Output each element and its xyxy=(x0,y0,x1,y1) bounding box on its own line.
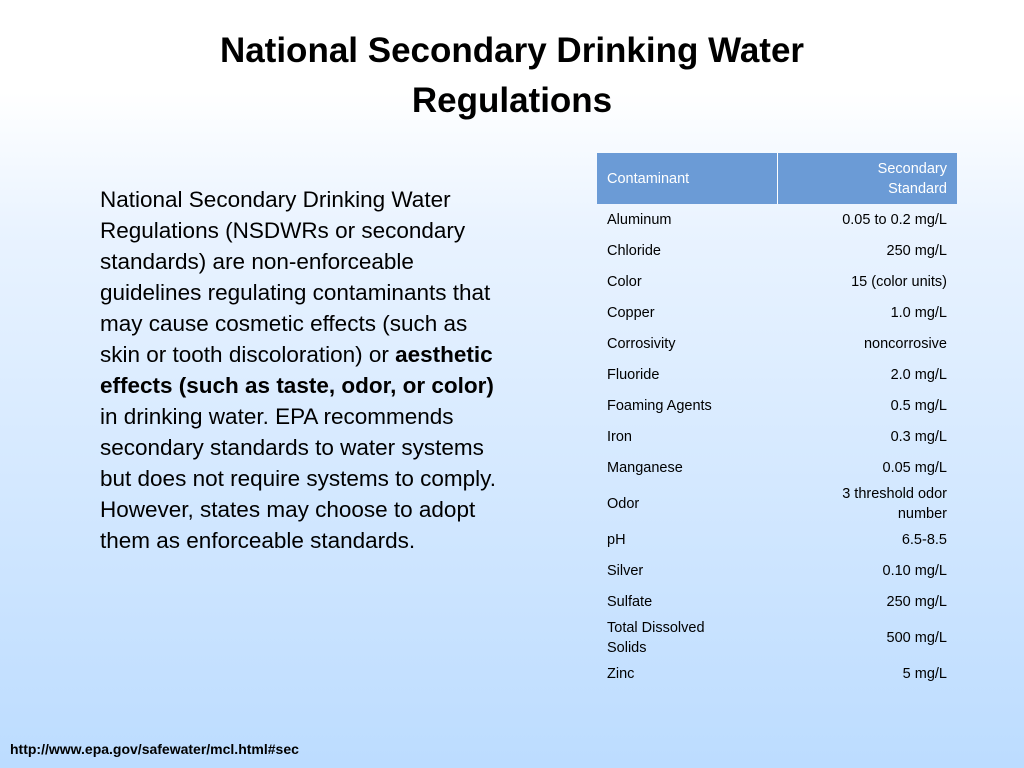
standard-cell: 0.3 mg/L xyxy=(890,428,947,445)
contaminant-cell xyxy=(597,617,778,658)
slide-title-line-2: Regulations xyxy=(411,81,613,120)
table-row xyxy=(597,235,957,266)
standard-cell: 500 mg/L xyxy=(886,629,947,646)
standard-cell-line-2: number xyxy=(897,505,947,522)
contaminant-cell-line-2: Solids xyxy=(607,639,647,656)
table-row xyxy=(597,297,957,328)
contaminant-cell: Corrosivity xyxy=(607,335,676,352)
slide-title xyxy=(0,26,1024,126)
standard-cell: 0.5 mg/L xyxy=(890,397,947,414)
standard-cell: 0.05 mg/L xyxy=(882,459,947,476)
body-paragraph xyxy=(100,184,510,556)
contaminant-cell: Odor xyxy=(607,495,640,512)
table-row xyxy=(597,266,957,297)
table-row xyxy=(597,204,957,235)
column-header-secondary-standard xyxy=(778,153,958,204)
table-row xyxy=(597,483,957,524)
body-text-part-2: in drinking water. EPA recommends secondary standards to water systems but does not require systems to comply. However, states may choose to adopt them as enforceable standards. xyxy=(100,404,497,553)
table-row xyxy=(597,359,957,390)
body-text-bold: aesthetic effects (such as taste, odor, or color) xyxy=(100,342,494,398)
standard-cell: 5 mg/L xyxy=(902,665,947,682)
contaminant-cell: Silver xyxy=(607,562,644,579)
contaminant-cell: Iron xyxy=(607,428,632,445)
table-row xyxy=(597,421,957,452)
standard-cell: 6.5-8.5 xyxy=(901,531,947,548)
table-row xyxy=(597,452,957,483)
table-row xyxy=(597,524,957,555)
standard-cell xyxy=(778,483,958,524)
contaminant-cell: Foaming Agents xyxy=(607,397,712,414)
standard-cell: noncorrosive xyxy=(863,335,947,352)
table-row xyxy=(597,658,957,689)
contaminant-cell: Fluoride xyxy=(607,366,660,383)
standard-cell: 0.10 mg/L xyxy=(882,562,947,579)
contaminant-cell: pH xyxy=(607,531,626,548)
slide-title-line-1: National Secondary Drinking Water xyxy=(219,31,805,70)
contaminant-cell: Chloride xyxy=(607,242,661,259)
column-header-standard-line-1: Secondary xyxy=(877,160,947,177)
standard-cell-line-1: 3 threshold odor xyxy=(842,485,947,502)
source-link[interactable]: http://www.epa.gov/safewater/mcl.html#sec xyxy=(10,741,299,757)
standard-cell: 0.05 to 0.2 mg/L xyxy=(842,211,947,228)
table-header-row xyxy=(597,153,957,204)
table-row xyxy=(597,617,957,658)
contaminant-cell: Color xyxy=(607,273,642,290)
contaminant-cell: Copper xyxy=(607,304,655,321)
standard-cell: 2.0 mg/L xyxy=(890,366,947,383)
standard-cell: 250 mg/L xyxy=(886,242,947,259)
contaminant-cell: Zinc xyxy=(607,665,635,682)
contaminant-cell: Aluminum xyxy=(607,211,672,228)
standard-cell: 250 mg/L xyxy=(886,593,947,610)
table-row xyxy=(597,586,957,617)
column-header-contaminant: Contaminant xyxy=(597,153,778,204)
contaminant-cell: Sulfate xyxy=(607,593,653,610)
column-header-standard-line-2: Standard xyxy=(888,180,947,197)
body-text-part-1: National Secondary Drinking Water Regulations (NSDWRs or secondary standards) are non-enforceable guidelines regulating contaminants that may cause cosmetic effects (such as skin or tooth discoloration) or xyxy=(100,187,491,367)
contaminant-cell-line-1: Total Dissolved xyxy=(607,619,705,636)
contaminant-cell: Manganese xyxy=(607,459,683,476)
secondary-standards-table xyxy=(597,153,957,689)
table-row xyxy=(597,328,957,359)
standard-cell: 1.0 mg/L xyxy=(890,304,947,321)
standard-cell: 15 (color units) xyxy=(851,273,947,290)
table-row xyxy=(597,390,957,421)
table-row xyxy=(597,555,957,586)
